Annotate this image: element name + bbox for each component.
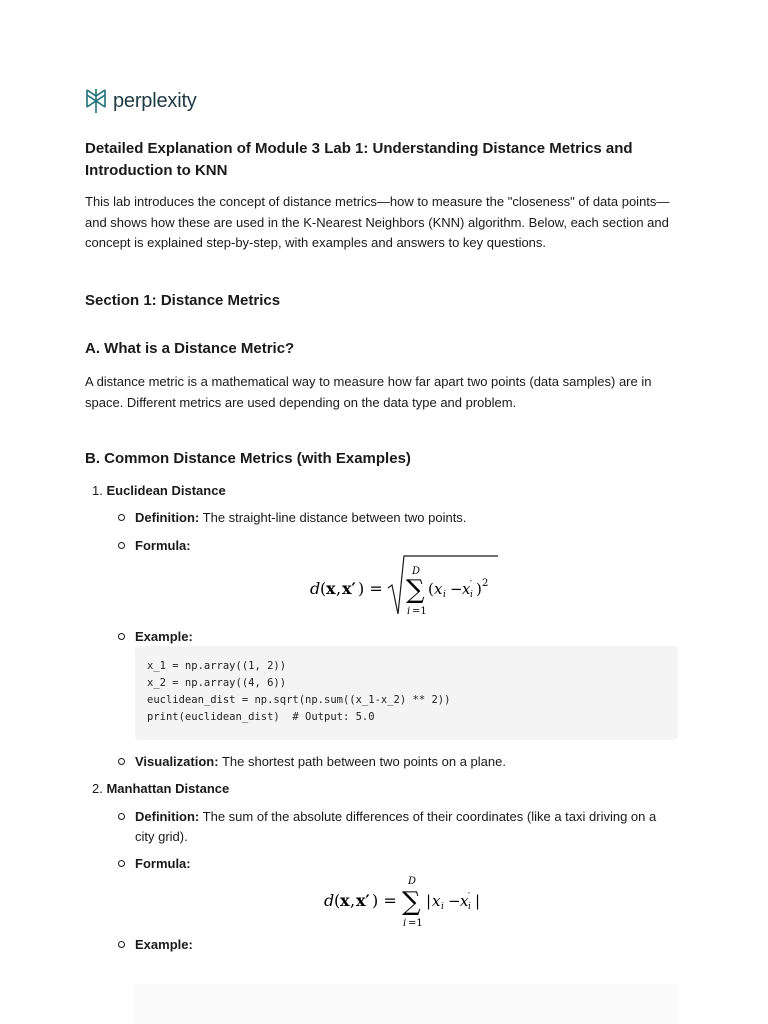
svg-text:−: − [448,892,461,910]
svg-text:) =: ) = [358,579,383,598]
euclidean-example-label: Example: [118,627,678,647]
intro-paragraph: This lab introduces the concept of distance metrics—how to measure the "closeness" of data points—and shows how these are used in the K-Nearest Neighbors (KNN) algorithm. Below, each section and concept is explained step-by-step, with examples and answers to key questions. [85,194,670,250]
svg-text:i: i [407,606,411,617]
svg-text:) =: ) = [372,891,397,910]
svg-text:=1: =1 [412,606,427,617]
svg-text:D: D [412,566,421,577]
svg-text:): ) [476,580,482,598]
svg-text:2: 2 [482,578,489,589]
svg-text:′: ′ [470,580,473,590]
manhattan-formula-label: Formula: [118,854,678,874]
svg-text:(: ( [334,891,341,910]
svg-text:i: i [443,590,446,600]
manhattan-example-label: Example: [118,935,678,955]
metric-manhattan-title: 2. Manhattan Distance [92,781,230,796]
svg-text:d: d [324,891,335,910]
manhattan-definition: Definition: The sum of the absolute differences of their coordinates (like a taxi driving on a city grid). [118,807,678,847]
svg-text:|: | [475,892,481,910]
svg-text:i: i [403,918,407,929]
bullet-circle-icon [118,633,125,640]
svg-text:i: i [468,902,471,912]
subsection-a-heading: A. What is a Distance Metric? [85,340,295,357]
svg-text:∑: ∑ [406,575,425,605]
svg-text:(: ( [320,579,327,598]
subsection-b-heading: B. Common Distance Metrics (with Examples) [85,450,411,467]
svg-text:d: d [310,579,321,598]
svg-text:x: x [326,579,336,598]
euclidean-code-block[interactable]: x_1 = np.array((1, 2)) x_2 = np.array((4, 6)) euclidean_dist = np.sqrt(np.sum((x_1-x_2) ** 2)) print(euclidean_dist) # Output: 5.0 [135,646,678,740]
svg-text:,: , [336,579,342,598]
svg-text:i: i [441,902,444,912]
svg-text:′: ′ [468,892,471,902]
svg-text:x: x [434,580,443,598]
svg-text:x: x [340,891,350,910]
svg-text:=1: =1 [408,918,423,929]
bullet-circle-icon [118,813,125,820]
euclidean-formula-label: Formula: [118,536,678,556]
euclidean-visualization: Visualization: The shortest path between two points on a plane. [118,752,678,772]
svg-text:x′: x′ [356,891,370,910]
svg-text:|: | [426,892,432,910]
perplexity-logo [85,88,197,114]
manhattan-formula [0,870,768,930]
section-1-heading: Section 1: Distance Metrics [85,292,281,309]
svg-text:x: x [460,892,469,910]
svg-text:(: ( [428,580,434,598]
svg-text:D: D [408,876,417,887]
document-title: Detailed Explanation of Module 3 Lab 1: Understanding Distance Metrics and Introduction to KNN [85,140,633,179]
svg-text:x′: x′ [342,579,356,598]
bullet-circle-icon [118,860,125,867]
euclidean-formula [0,552,768,622]
svg-text:−: − [450,580,463,598]
svg-text:x: x [462,580,471,598]
svg-text:i: i [470,590,473,600]
euclidean-definition: Definition: The straight-line distance between two points. [118,508,678,528]
svg-text:x: x [432,892,441,910]
bullet-circle-icon [118,758,125,765]
metric-euclidean-title: 1. Euclidean Distance [92,483,226,498]
perplexity-logo-icon [85,88,107,114]
svg-text:,: , [350,891,356,910]
brand-name: perplexity [113,89,197,112]
bullet-circle-icon [118,941,125,948]
svg-text:∑: ∑ [402,887,421,917]
bullet-circle-icon [118,514,125,521]
bullet-circle-icon [118,542,125,549]
subsection-a-text: A distance metric is a mathematical way to measure how far apart two points (data samples) are in space. Different metrics are used depending on the data type and problem. [85,374,652,410]
manhattan-code-block[interactable] [135,984,678,1024]
